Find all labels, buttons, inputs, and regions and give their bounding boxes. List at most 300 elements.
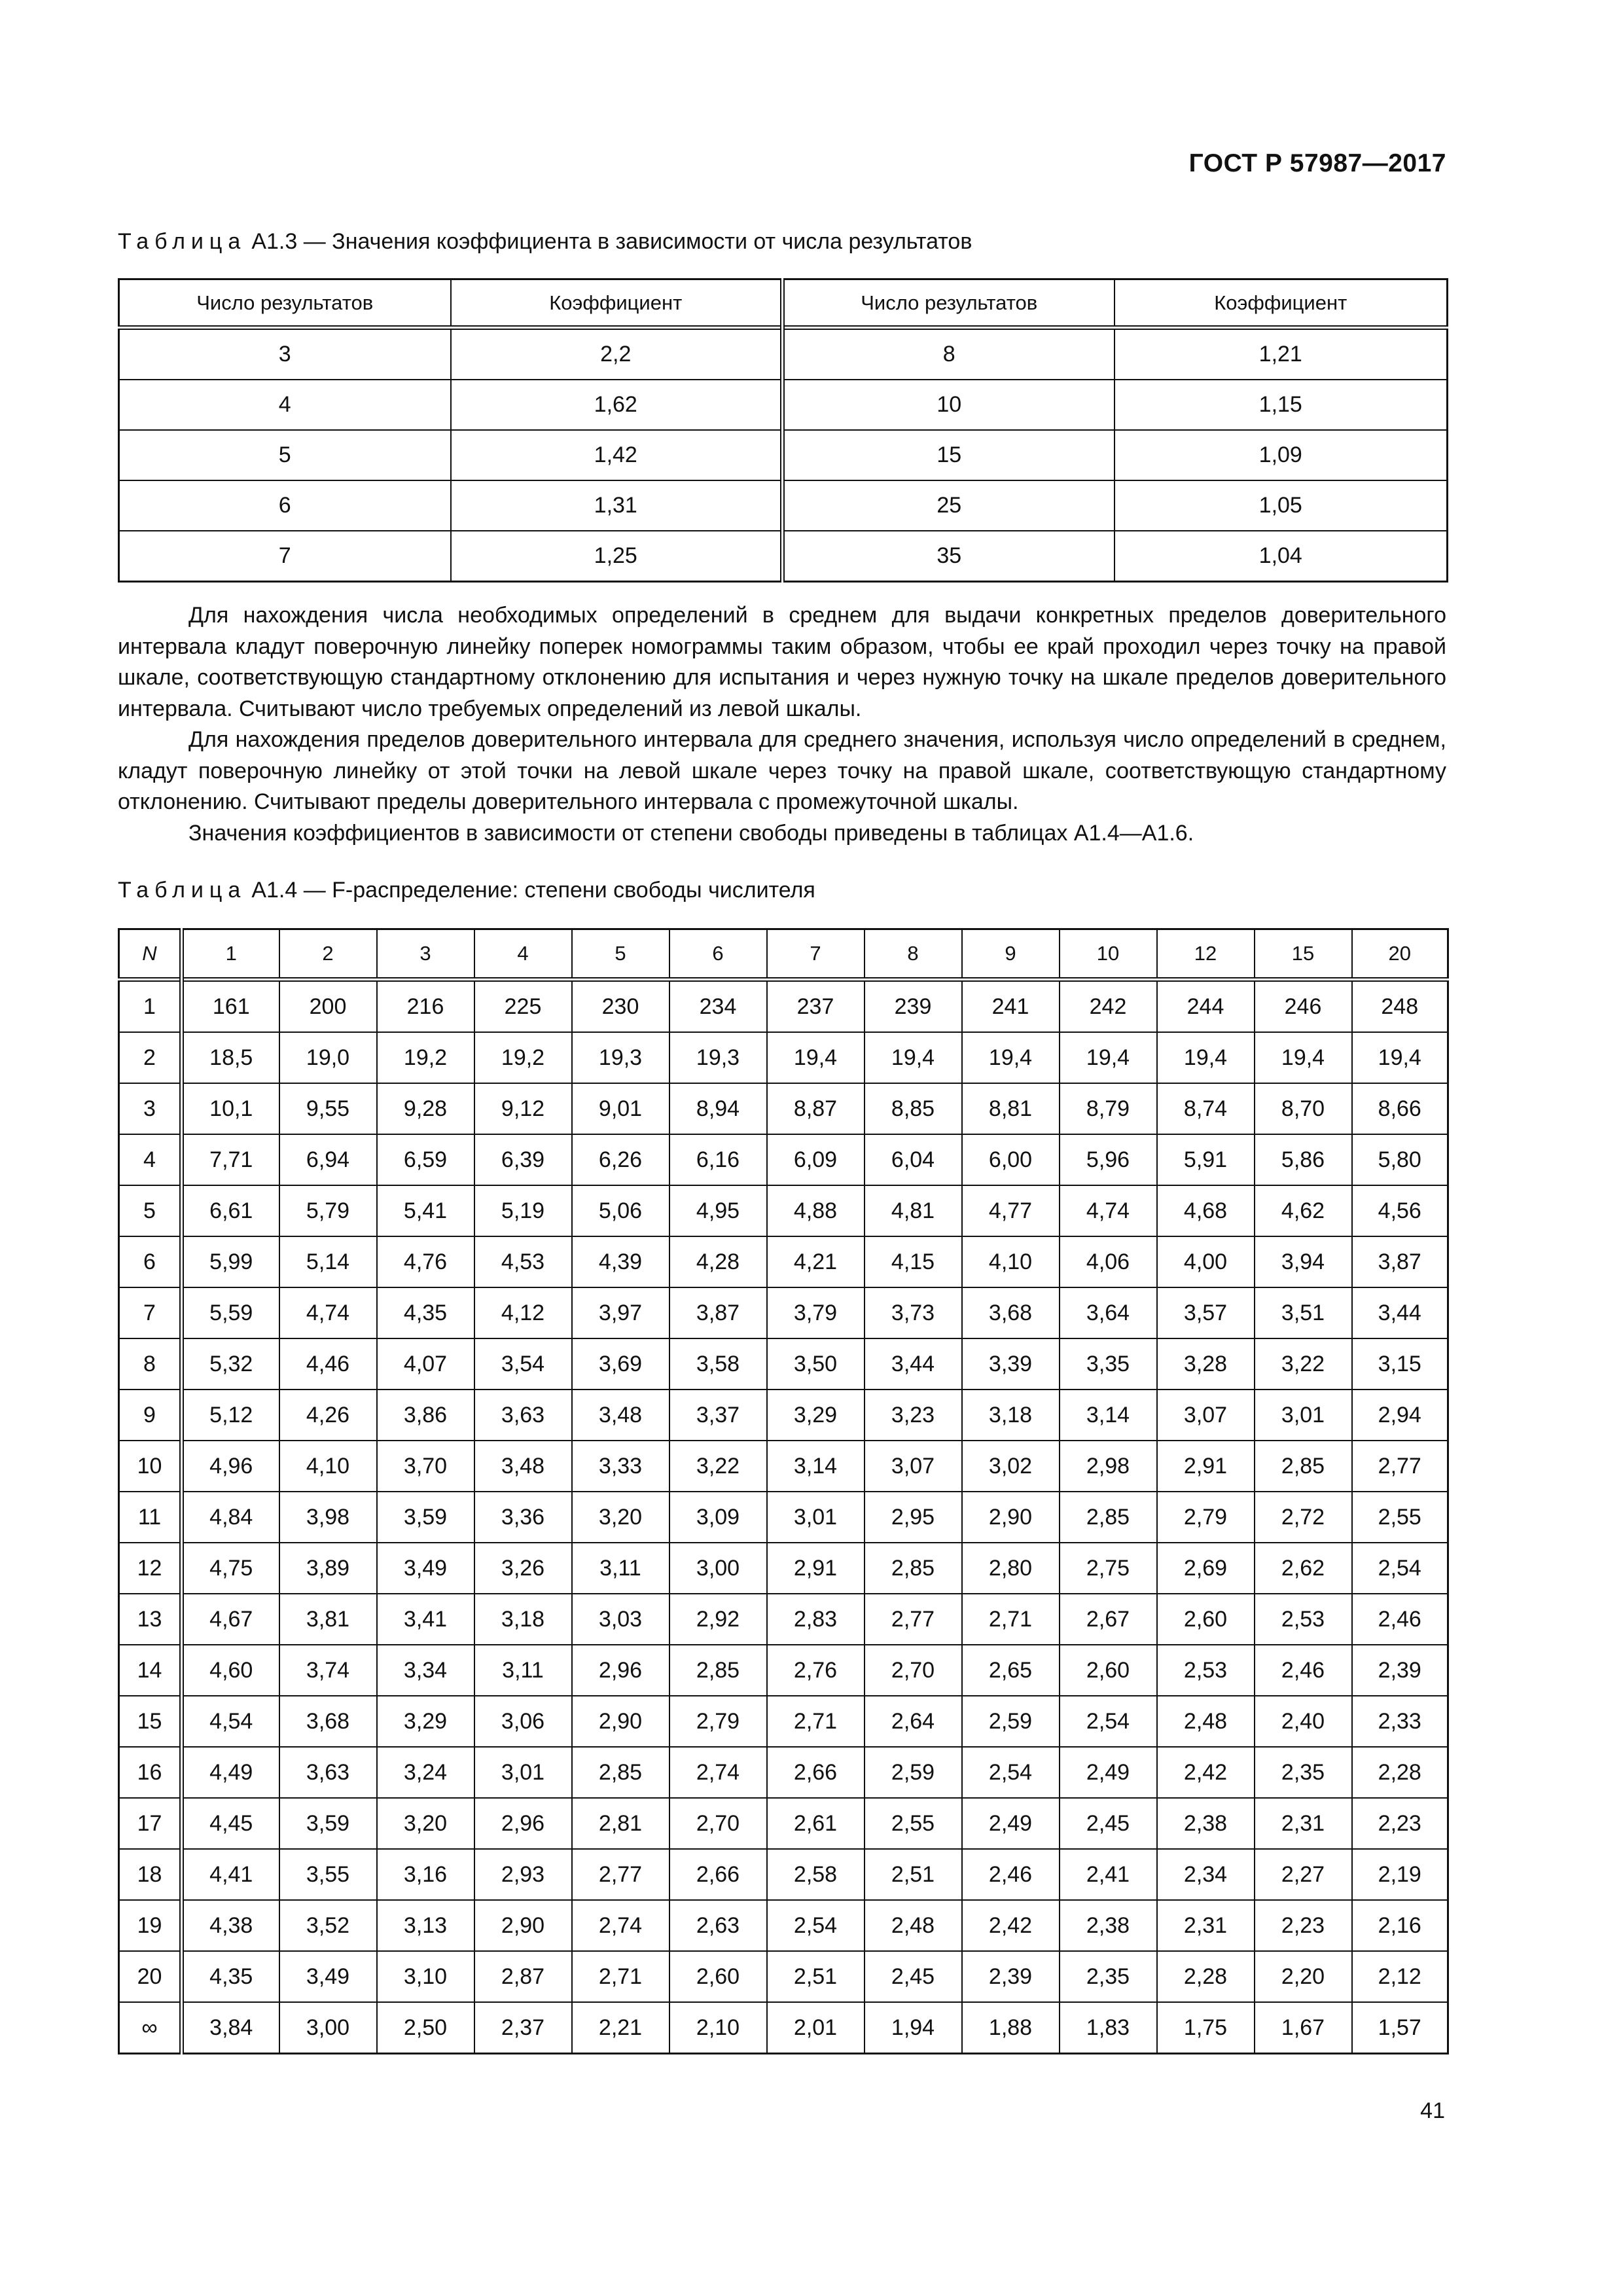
table-cell: 19,3 xyxy=(572,1032,669,1083)
header-degree: 10 xyxy=(1060,929,1157,980)
table-row xyxy=(119,1287,1448,1338)
row-label: 17 xyxy=(119,1798,182,1849)
table-cell: 2,62 xyxy=(1255,1543,1352,1594)
table-cell: 5,41 xyxy=(377,1185,474,1236)
table-cell: 1,05 xyxy=(1115,480,1448,531)
table-cell: 3,09 xyxy=(669,1492,767,1543)
table-cell: 3,07 xyxy=(865,1441,962,1492)
table-cell: 1,57 xyxy=(1352,2002,1448,2054)
table-cell: 2,81 xyxy=(572,1798,669,1849)
table-cell: 4,74 xyxy=(279,1287,377,1338)
table-cell: 4,67 xyxy=(182,1594,279,1645)
table-row xyxy=(119,1696,1448,1747)
table-cell: 5,96 xyxy=(1060,1134,1157,1185)
table-cell: 2,20 xyxy=(1255,1951,1352,2002)
table-cell: 4,96 xyxy=(182,1441,279,1492)
table-cell: 35 xyxy=(783,531,1115,582)
table-cell: 8,81 xyxy=(962,1083,1060,1134)
table-cell: 2,12 xyxy=(1352,1951,1448,2002)
table-cell: 3,94 xyxy=(1255,1236,1352,1287)
table-cell: 8,87 xyxy=(767,1083,865,1134)
table-cell: 4,00 xyxy=(1157,1236,1255,1287)
coefficient-table xyxy=(118,278,1448,583)
table-cell: 2,21 xyxy=(572,2002,669,2054)
table-cell: 225 xyxy=(474,980,572,1033)
document-code: ГОСТ Р 57987—2017 xyxy=(1188,149,1446,177)
table-cell: 3,22 xyxy=(669,1441,767,1492)
table-cell: 6,16 xyxy=(669,1134,767,1185)
table-cell: 2,42 xyxy=(1157,1747,1255,1798)
table-cell: 3,69 xyxy=(572,1338,669,1390)
row-label: 6 xyxy=(119,1236,182,1287)
table-cell: 2,10 xyxy=(669,2002,767,2054)
table-cell: 2,58 xyxy=(767,1849,865,1900)
table-header-row xyxy=(119,929,1448,980)
table-cell: 237 xyxy=(767,980,865,1033)
table-cell: 8,66 xyxy=(1352,1083,1448,1134)
table-cell: 10,1 xyxy=(182,1083,279,1134)
table-row xyxy=(119,2002,1448,2054)
table-cell: 2,98 xyxy=(1060,1441,1157,1492)
table-cell: 2,23 xyxy=(1352,1798,1448,1849)
table-cell: 2,01 xyxy=(767,2002,865,2054)
table-cell: 8,79 xyxy=(1060,1083,1157,1134)
table-cell: 2,41 xyxy=(1060,1849,1157,1900)
table-cell: 2,39 xyxy=(1352,1645,1448,1696)
table-row xyxy=(119,980,1448,1033)
table-cell: 2,45 xyxy=(1060,1798,1157,1849)
table-cell: 1,31 xyxy=(451,480,783,531)
table-cell: 1,67 xyxy=(1255,2002,1352,2054)
table-cell: 19,4 xyxy=(1255,1032,1352,1083)
table-cell: 3,48 xyxy=(572,1390,669,1441)
table-cell: 3,68 xyxy=(962,1287,1060,1338)
table-cell: 3,24 xyxy=(377,1747,474,1798)
table-cell: 5,91 xyxy=(1157,1134,1255,1185)
table-cell: 2,77 xyxy=(572,1849,669,1900)
table-cell: 4,28 xyxy=(669,1236,767,1287)
table-cell: 2,27 xyxy=(1255,1849,1352,1900)
table-cell: 2,39 xyxy=(962,1951,1060,2002)
table-cell: 2,76 xyxy=(767,1645,865,1696)
row-label: 3 xyxy=(119,1083,182,1134)
coefficient-table-body xyxy=(119,328,1448,582)
table-cell: 1,15 xyxy=(1115,380,1448,430)
table-cell: 4,39 xyxy=(572,1236,669,1287)
table-13-caption-prefix: Таблица xyxy=(118,229,247,254)
table-cell: 7 xyxy=(119,531,451,582)
row-label: 5 xyxy=(119,1185,182,1236)
table-cell: 2,72 xyxy=(1255,1492,1352,1543)
table-cell: 2,95 xyxy=(865,1492,962,1543)
table-cell: 9,12 xyxy=(474,1083,572,1134)
table-cell: 4,10 xyxy=(279,1441,377,1492)
header-degree: 12 xyxy=(1157,929,1255,980)
table-row xyxy=(119,1747,1448,1798)
table-cell: 3,87 xyxy=(1352,1236,1448,1287)
table-cell: 3,98 xyxy=(279,1492,377,1543)
table-cell: 3,06 xyxy=(474,1696,572,1747)
table-cell: 4,12 xyxy=(474,1287,572,1338)
table-cell: 3,63 xyxy=(474,1390,572,1441)
table-cell: 3,55 xyxy=(279,1849,377,1900)
table-cell: 2,85 xyxy=(865,1543,962,1594)
table-cell: 1,09 xyxy=(1115,430,1448,480)
table-cell: 2,46 xyxy=(962,1849,1060,1900)
table-cell: 3,59 xyxy=(377,1492,474,1543)
table-cell: 2,54 xyxy=(962,1747,1060,1798)
table-cell: 3,29 xyxy=(767,1390,865,1441)
table-header-row xyxy=(119,279,1448,328)
f-distribution-table-body xyxy=(119,980,1448,2054)
table-cell: 6,26 xyxy=(572,1134,669,1185)
table-cell: 3,48 xyxy=(474,1441,572,1492)
table-row xyxy=(119,1849,1448,1900)
table-cell: 15 xyxy=(783,430,1115,480)
table-cell: 3,22 xyxy=(1255,1338,1352,1390)
table-cell: 2,70 xyxy=(669,1798,767,1849)
table-cell: 3,14 xyxy=(767,1441,865,1492)
table-cell: 5,06 xyxy=(572,1185,669,1236)
table-cell: 3,20 xyxy=(572,1492,669,1543)
table-14-caption xyxy=(118,878,815,903)
table-cell: 6,09 xyxy=(767,1134,865,1185)
table-cell: 1,75 xyxy=(1157,2002,1255,2054)
table-cell: 3,11 xyxy=(474,1645,572,1696)
header-degree: 5 xyxy=(572,929,669,980)
table-cell: 3,01 xyxy=(767,1492,865,1543)
table-cell: 3,59 xyxy=(279,1798,377,1849)
table-cell: 2,85 xyxy=(669,1645,767,1696)
table-cell: 3,13 xyxy=(377,1900,474,1951)
table-cell: 1,62 xyxy=(451,380,783,430)
table-cell: 3,44 xyxy=(1352,1287,1448,1338)
row-label: 14 xyxy=(119,1645,182,1696)
table-cell: 19,2 xyxy=(377,1032,474,1083)
table-cell: 4,26 xyxy=(279,1390,377,1441)
table-cell: 2,46 xyxy=(1352,1594,1448,1645)
table-cell: 1,94 xyxy=(865,2002,962,2054)
table-cell: 4,35 xyxy=(182,1951,279,2002)
row-label: 20 xyxy=(119,1951,182,2002)
table-cell: 241 xyxy=(962,980,1060,1033)
table-row xyxy=(119,1338,1448,1390)
table-cell: 2,85 xyxy=(572,1747,669,1798)
header-degree: 7 xyxy=(767,929,865,980)
table-cell: 19,2 xyxy=(474,1032,572,1083)
table-14-caption-title: — F-распределение: степени свободы числителя xyxy=(297,878,815,903)
header-degree: 3 xyxy=(377,929,474,980)
table-cell: 8,94 xyxy=(669,1083,767,1134)
table-cell: 2,60 xyxy=(669,1951,767,2002)
table-cell: 3,18 xyxy=(474,1594,572,1645)
table-cell: 6,94 xyxy=(279,1134,377,1185)
table-cell: 4,68 xyxy=(1157,1185,1255,1236)
table-cell: 18,5 xyxy=(182,1032,279,1083)
table-cell: 2,34 xyxy=(1157,1849,1255,1900)
table-cell: 3,63 xyxy=(279,1747,377,1798)
table-cell: 2,85 xyxy=(1255,1441,1352,1492)
table-row xyxy=(119,380,1448,430)
table-cell: 2,90 xyxy=(962,1492,1060,1543)
table-cell: 2,51 xyxy=(865,1849,962,1900)
table-cell: 4,62 xyxy=(1255,1185,1352,1236)
table-cell: 3,89 xyxy=(279,1543,377,1594)
table-cell: 3,97 xyxy=(572,1287,669,1338)
table-cell: 6,39 xyxy=(474,1134,572,1185)
table-cell: 8,70 xyxy=(1255,1083,1352,1134)
table-cell: 2,71 xyxy=(767,1696,865,1747)
table-cell: 2,91 xyxy=(767,1543,865,1594)
table-cell: 2,54 xyxy=(1060,1696,1157,1747)
table-cell: 2,91 xyxy=(1157,1441,1255,1492)
table-cell: 1,88 xyxy=(962,2002,1060,2054)
header-coefficient: Коэффициент xyxy=(451,279,783,328)
table-cell: 3,49 xyxy=(377,1543,474,1594)
table-cell: 4,76 xyxy=(377,1236,474,1287)
table-cell: 9,28 xyxy=(377,1083,474,1134)
table-cell: 19,3 xyxy=(669,1032,767,1083)
table-cell: 2,54 xyxy=(767,1900,865,1951)
table-row xyxy=(119,531,1448,582)
table-cell: 4,88 xyxy=(767,1185,865,1236)
table-cell: 4,06 xyxy=(1060,1236,1157,1287)
table-row xyxy=(119,1492,1448,1543)
row-label: 19 xyxy=(119,1900,182,1951)
table-cell: 4,35 xyxy=(377,1287,474,1338)
table-row xyxy=(119,1390,1448,1441)
table-cell: 2,93 xyxy=(474,1849,572,1900)
table-cell: 2,46 xyxy=(1255,1645,1352,1696)
table-row xyxy=(119,1594,1448,1645)
table-cell: 3,26 xyxy=(474,1543,572,1594)
table-cell: 3,28 xyxy=(1157,1338,1255,1390)
table-cell: 8 xyxy=(783,328,1115,380)
table-cell: 3,86 xyxy=(377,1390,474,1441)
table-cell: 2,90 xyxy=(474,1900,572,1951)
table-cell: 242 xyxy=(1060,980,1157,1033)
table-cell: 2,71 xyxy=(962,1594,1060,1645)
row-label: 2 xyxy=(119,1032,182,1083)
table-cell: 3,18 xyxy=(962,1390,1060,1441)
table-row xyxy=(119,1543,1448,1594)
table-cell: 2,61 xyxy=(767,1798,865,1849)
table-cell: 2,92 xyxy=(669,1594,767,1645)
table-cell: 6,04 xyxy=(865,1134,962,1185)
header-n: N xyxy=(119,929,182,980)
table-cell: 246 xyxy=(1255,980,1352,1033)
table-cell: 3,07 xyxy=(1157,1390,1255,1441)
table-13-caption-title: — Значения коэффициента в зависимости от числа результатов xyxy=(297,229,972,254)
table-cell: 2,54 xyxy=(1352,1543,1448,1594)
table-cell: 6,00 xyxy=(962,1134,1060,1185)
table-cell: 2,87 xyxy=(474,1951,572,2002)
table-cell: 2,33 xyxy=(1352,1696,1448,1747)
table-cell: 8,85 xyxy=(865,1083,962,1134)
table-cell: 2,19 xyxy=(1352,1849,1448,1900)
table-cell: 4,49 xyxy=(182,1747,279,1798)
table-cell: 2,66 xyxy=(767,1747,865,1798)
table-cell: 2,2 xyxy=(451,328,783,380)
table-cell: 6,61 xyxy=(182,1185,279,1236)
table-cell: 3,34 xyxy=(377,1645,474,1696)
table-cell: 2,60 xyxy=(1157,1594,1255,1645)
table-cell: 2,55 xyxy=(1352,1492,1448,1543)
table-cell: 2,31 xyxy=(1255,1798,1352,1849)
table-cell: 2,79 xyxy=(1157,1492,1255,1543)
table-cell: 2,45 xyxy=(865,1951,962,2002)
row-label: 13 xyxy=(119,1594,182,1645)
table-cell: 2,53 xyxy=(1255,1594,1352,1645)
table-cell: 3,44 xyxy=(865,1338,962,1390)
table-cell: 3,84 xyxy=(182,2002,279,2054)
table-cell: 2,64 xyxy=(865,1696,962,1747)
table-cell: 3,02 xyxy=(962,1441,1060,1492)
paragraph: Для нахождения пределов доверительного интервала для среднего значения, используя число определений в среднем, кладут поверочную линейку от этой точки на левой шкале через точку на правой шкале, соответствующую стандартному отклонению. Считывают пределы доверительного интервала с промежуточной шкалы. xyxy=(118,727,1446,814)
table-cell: 4,46 xyxy=(279,1338,377,1390)
table-cell: 3,37 xyxy=(669,1390,767,1441)
table-cell: 2,48 xyxy=(1157,1696,1255,1747)
table-cell: 2,49 xyxy=(1060,1747,1157,1798)
table-row xyxy=(119,328,1448,380)
table-cell: 1,25 xyxy=(451,531,783,582)
table-cell: 3,87 xyxy=(669,1287,767,1338)
table-cell: 2,75 xyxy=(1060,1543,1157,1594)
table-cell: 4,15 xyxy=(865,1236,962,1287)
table-cell: 4,60 xyxy=(182,1645,279,1696)
row-label: 1 xyxy=(119,980,182,1033)
table-cell: 9,55 xyxy=(279,1083,377,1134)
table-cell: 2,35 xyxy=(1060,1951,1157,2002)
row-label: 11 xyxy=(119,1492,182,1543)
table-cell: 4,77 xyxy=(962,1185,1060,1236)
table-cell: 4,45 xyxy=(182,1798,279,1849)
table-cell: 19,4 xyxy=(865,1032,962,1083)
header-degree: 20 xyxy=(1352,929,1448,980)
table-cell: 3,03 xyxy=(572,1594,669,1645)
paragraph: Для нахождения числа необходимых определений в среднем для выдачи конкретных пределов доверительного интервала кладут поверочную линейку поперек номограммы таким образом, чтобы ее край проходил через точку на правой шкале, соответствующую стандартному отклонению для испытания и через нужную точку на шкале пределов доверительного интервала. Считывают число требуемых определений из левой шкалы. xyxy=(118,603,1446,721)
table-cell: 2,60 xyxy=(1060,1645,1157,1696)
table-13-caption xyxy=(118,229,972,255)
table-cell: 3 xyxy=(119,328,451,380)
table-14-caption-prefix: Таблица xyxy=(118,878,247,903)
table-cell: 1,04 xyxy=(1115,531,1448,582)
table-cell: 2,80 xyxy=(962,1543,1060,1594)
header-degree: 6 xyxy=(669,929,767,980)
table-cell: 19,4 xyxy=(1157,1032,1255,1083)
table-cell: 2,90 xyxy=(572,1696,669,1747)
table-cell: 2,77 xyxy=(865,1594,962,1645)
table-cell: 8,74 xyxy=(1157,1083,1255,1134)
table-cell: 2,77 xyxy=(1352,1441,1448,1492)
table-cell: 5,14 xyxy=(279,1236,377,1287)
body-text xyxy=(118,600,1446,849)
table-cell: 4,21 xyxy=(767,1236,865,1287)
table-cell: 5,32 xyxy=(182,1338,279,1390)
table-cell: 4 xyxy=(119,380,451,430)
table-cell: 4,95 xyxy=(669,1185,767,1236)
header-degree: 9 xyxy=(962,929,1060,980)
table-13-caption-number: А1.3 xyxy=(251,229,298,254)
row-label: 8 xyxy=(119,1338,182,1390)
table-cell: 4,74 xyxy=(1060,1185,1157,1236)
table-cell: 4,38 xyxy=(182,1900,279,1951)
table-cell: 2,70 xyxy=(865,1645,962,1696)
table-cell: 3,52 xyxy=(279,1900,377,1951)
table-cell: 2,71 xyxy=(572,1951,669,2002)
table-cell: 2,53 xyxy=(1157,1645,1255,1696)
table-cell: 3,16 xyxy=(377,1849,474,1900)
header-degree: 8 xyxy=(865,929,962,980)
table-cell: 5,80 xyxy=(1352,1134,1448,1185)
table-cell: 3,49 xyxy=(279,1951,377,2002)
table-cell: 3,81 xyxy=(279,1594,377,1645)
header-degree: 4 xyxy=(474,929,572,980)
table-cell: 2,69 xyxy=(1157,1543,1255,1594)
table-cell: 234 xyxy=(669,980,767,1033)
table-cell: 5,59 xyxy=(182,1287,279,1338)
table-cell: 3,57 xyxy=(1157,1287,1255,1338)
table-cell: 2,16 xyxy=(1352,1900,1448,1951)
row-label: 18 xyxy=(119,1849,182,1900)
table-cell: 1,21 xyxy=(1115,328,1448,380)
table-cell: 3,50 xyxy=(767,1338,865,1390)
table-row xyxy=(119,1951,1448,2002)
header-coefficient: Коэффициент xyxy=(1115,279,1448,328)
table-cell: 161 xyxy=(182,980,279,1033)
table-cell: 5,12 xyxy=(182,1390,279,1441)
row-label: 10 xyxy=(119,1441,182,1492)
paragraph: Значения коэффициентов в зависимости от степени свободы приведены в таблицах А1.4—А1.6. xyxy=(188,820,1194,846)
table-cell: 3,10 xyxy=(377,1951,474,2002)
table-cell: 1,83 xyxy=(1060,2002,1157,2054)
table-cell: 3,51 xyxy=(1255,1287,1352,1338)
table-cell: 5,99 xyxy=(182,1236,279,1287)
table-cell: 3,68 xyxy=(279,1696,377,1747)
table-cell: 3,64 xyxy=(1060,1287,1157,1338)
table-row xyxy=(119,430,1448,480)
table-cell: 2,79 xyxy=(669,1696,767,1747)
table-cell: 3,11 xyxy=(572,1543,669,1594)
header-results-count: Число результатов xyxy=(119,279,451,328)
table-cell: 4,53 xyxy=(474,1236,572,1287)
table-cell: 3,23 xyxy=(865,1390,962,1441)
table-cell: 4,54 xyxy=(182,1696,279,1747)
header-results-count: Число результатов xyxy=(783,279,1115,328)
table-cell: 2,49 xyxy=(962,1798,1060,1849)
table-cell: 3,79 xyxy=(767,1287,865,1338)
table-cell: 2,59 xyxy=(962,1696,1060,1747)
table-cell: 5,19 xyxy=(474,1185,572,1236)
table-cell: 216 xyxy=(377,980,474,1033)
table-cell: 2,28 xyxy=(1157,1951,1255,2002)
table-cell: 2,31 xyxy=(1157,1900,1255,1951)
table-cell: 5,79 xyxy=(279,1185,377,1236)
table-cell: 2,83 xyxy=(767,1594,865,1645)
table-cell: 3,36 xyxy=(474,1492,572,1543)
table-cell: 2,74 xyxy=(669,1747,767,1798)
table-cell: 3,15 xyxy=(1352,1338,1448,1390)
table-cell: 2,59 xyxy=(865,1747,962,1798)
table-cell: 5,86 xyxy=(1255,1134,1352,1185)
table-cell: 4,84 xyxy=(182,1492,279,1543)
table-cell: 244 xyxy=(1157,980,1255,1033)
table-cell: 239 xyxy=(865,980,962,1033)
table-row xyxy=(119,1185,1448,1236)
table-cell: 10 xyxy=(783,380,1115,430)
table-row xyxy=(119,1134,1448,1185)
page-number: 41 xyxy=(1420,2098,1445,2123)
